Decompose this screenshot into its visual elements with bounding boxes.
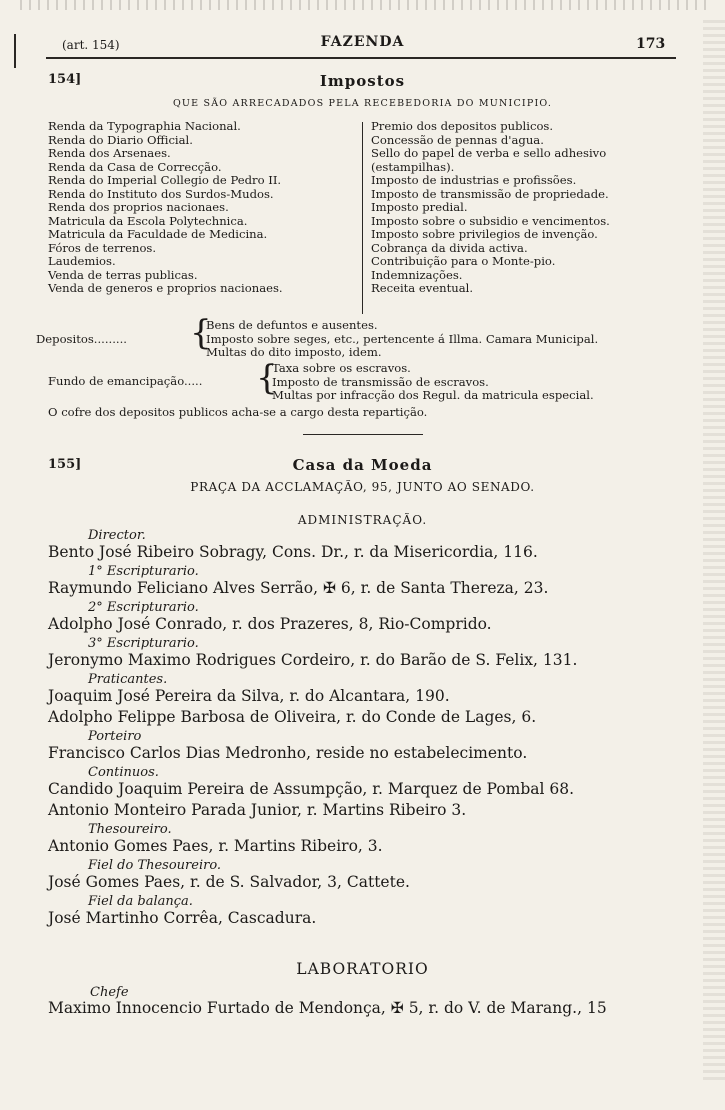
tax-item: Concessão de pennas d'agua. [371, 132, 544, 147]
staff-role: Fiel da balança. [88, 894, 193, 909]
fundo-item: Taxa sobre os escravos. [272, 361, 411, 375]
tax-item: Renda dos Arsenaes. [48, 146, 171, 160]
admin-heading: ADMINISTRAÇÃO. [297, 513, 428, 527]
tax-item: Imposto predial. [371, 200, 468, 214]
lab-heading: LABORATORIO [296, 960, 429, 978]
tax-item: Fóros de terrenos. [48, 240, 157, 255]
fundo-items [272, 362, 594, 403]
lab-entry: Maximo Innocencio Furtado de Mendonça, ✠ 5, r. do V. de Marang., 15 [48, 999, 607, 1017]
tax-item: Matricula da Escola Polytechnica. [48, 213, 248, 228]
staff-entry: Joaquim José Pereira da Silva, r. do Alcantara, 190. [48, 687, 450, 705]
tax-item: Venda de terras publicas. [48, 267, 198, 282]
staff-role: Director. [88, 528, 146, 543]
header-title: FAZENDA [320, 34, 405, 50]
fundo-label: Fundo de emancipação..... [48, 374, 203, 388]
staff-role: Porteiro [88, 729, 142, 744]
tax-item: Laudemios. [48, 254, 116, 268]
depositos-item: Imposto sobre seges, etc., pertencente á Illma. Camara Municipal. [206, 331, 599, 346]
staff-entry: Candido Joaquim Pereira de Assumpção, r. Marquez de Pombal 68. [48, 780, 575, 798]
taxes-right-column [371, 120, 610, 296]
tax-item: Venda de generos e proprios nacionaes. [48, 281, 283, 295]
staff-role: 1° Escripturario. [88, 564, 199, 579]
section-title: Impostos [319, 72, 406, 90]
tax-item: Renda da Casa de Correcção. [48, 159, 222, 174]
tax-item: Imposto de industrias e profissões. [371, 173, 577, 187]
tax-item: Renda dos proprios nacionaes. [48, 200, 229, 214]
staff-role: 2° Escripturario. [88, 600, 199, 615]
section-address: PRAÇA DA ACCLAMAÇÃO, 95, JUNTO AO SENADO. [190, 480, 535, 494]
staff-entry: José Gomes Paes, r. de S. Salvador, 3, Cattete. [48, 873, 410, 891]
staff-entry: Jeronymo Maximo Rodrigues Cordeiro, r. do Barão de S. Felix, 131. [48, 651, 578, 669]
staff-role: 3° Escripturario. [88, 636, 199, 651]
tax-item: Cobrança da divida activa. [371, 240, 528, 255]
lab-role: Chefe [90, 985, 129, 1000]
header-rule [46, 57, 676, 59]
staff-entry: Adolpho José Conrado, r. dos Prazeres, 8, Rio-Comprido. [48, 615, 492, 633]
header-article-ref: (art. 154) [62, 38, 120, 52]
depositos-label: Depositos......... [36, 332, 127, 346]
tax-item: Receita eventual. [371, 281, 474, 295]
tax-item: (estampilhas). [371, 159, 455, 174]
page-edge-shadow [703, 20, 725, 1080]
staff-entry: Francisco Carlos Dias Medronho, reside no estabelecimento. [48, 744, 528, 762]
tax-item: Contribuição para o Monte-pio. [371, 254, 556, 268]
section-divider [303, 434, 423, 435]
page-number: 173 [636, 36, 666, 52]
tax-item: Premio dos depositos publicos. [371, 119, 554, 133]
tax-item: Imposto sobre privilegios de invenção. [371, 227, 598, 241]
depositos-item: Multas do dito imposto, idem. [206, 345, 382, 359]
staff-entry: Adolpho Felippe Barbosa de Oliveira, r. do Conde de Lages, 6. [48, 708, 537, 726]
staff-role: Praticantes. [88, 672, 168, 687]
staff-entry: Antonio Gomes Paes, r. Martins Ribeiro, 3. [48, 837, 383, 855]
brace: { [190, 313, 212, 353]
fundo-item: Multas por infracção dos Regul. da matricula especial. [272, 388, 594, 402]
section-number: 155] [48, 457, 82, 472]
staff-entry: Antonio Monteiro Parada Junior, r. Martins Ribeiro 3. [48, 801, 467, 819]
staff-entry: Raymundo Feliciano Alves Serrão, ✠ 6, r. de Santa Thereza, 23. [48, 579, 549, 597]
depositos-item: Bens de defuntos e ausentes. [206, 318, 378, 332]
section-title: Casa da Moeda [292, 456, 433, 474]
tax-item: Indemnizações. [371, 267, 463, 282]
section-number: 154] [48, 72, 82, 87]
tax-item: Renda do Diario Official. [48, 132, 193, 147]
tax-item: Imposto sobre o subsidio e vencimentos. [371, 213, 610, 228]
section-subtitle: QUE SÃO ARRECADADOS PELA RECEBEDORIA DO MUNICIPIO. [172, 98, 553, 109]
fundo-item: Imposto de transmissão de escravos. [272, 374, 489, 389]
taxes-left-column [48, 120, 283, 296]
brace: { [256, 358, 278, 398]
staff-entry: José Martinho Corrêa, Cascadura. [48, 909, 317, 927]
staff-role: Fiel do Thesoureiro. [88, 858, 222, 873]
tax-item: Renda da Typographia Nacional. [48, 119, 241, 133]
tax-item: Imposto de transmissão de propriedade. [371, 186, 609, 201]
staff-entry: Bento José Ribeiro Sobragy, Cons. Dr., r. da Misericordia, 116. [48, 543, 538, 561]
scan-noise [20, 0, 710, 10]
tax-item: Renda do Imperial Collegio de Pedro II. [48, 173, 282, 187]
staff-role: Continuos. [88, 765, 159, 780]
staff-role: Thesoureiro. [88, 822, 172, 837]
tax-item: Sello do papel de verba e sello adhesivo [371, 146, 607, 160]
depositos-items [206, 319, 598, 360]
tax-item: Renda do Instituto dos Surdos-Mudos. [48, 186, 274, 201]
cofre-note: O cofre dos depositos publicos acha-se a cargo desta repartição. [48, 405, 428, 419]
tax-item: Matricula da Faculdade de Medicina. [48, 227, 268, 241]
column-divider [362, 122, 363, 314]
